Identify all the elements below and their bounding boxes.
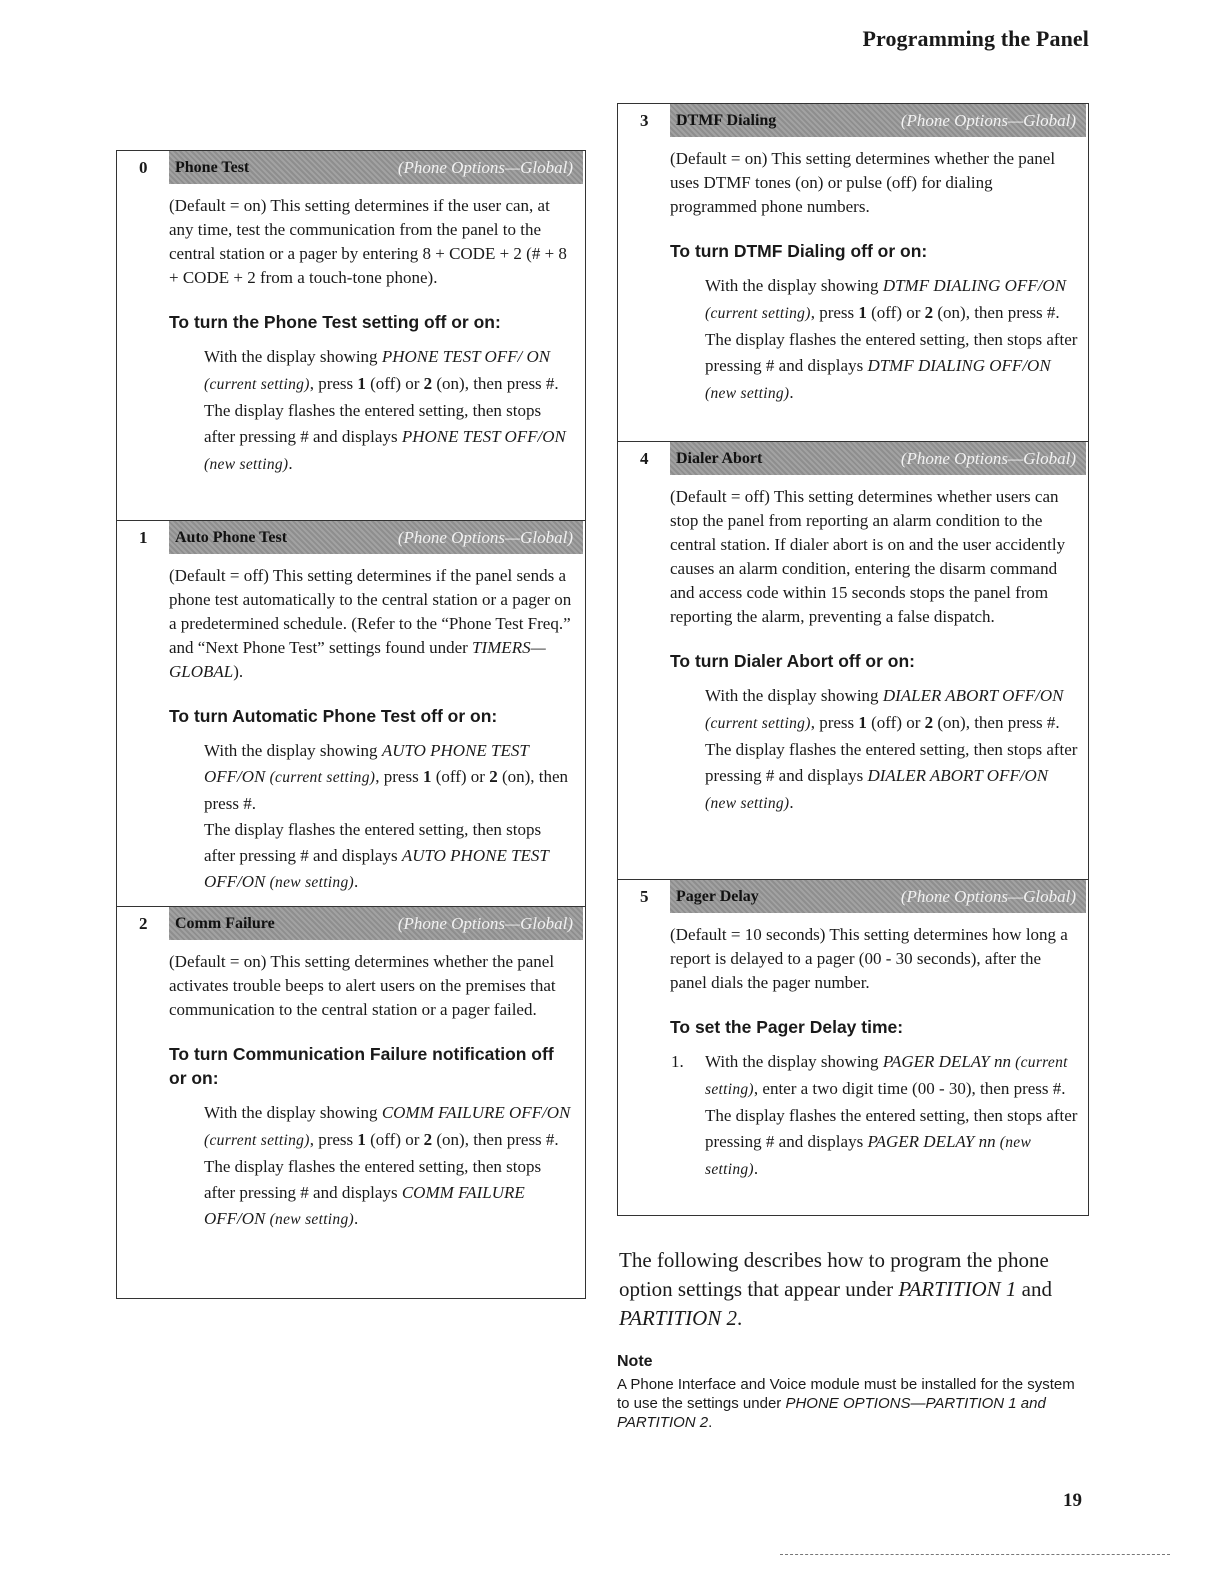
section-header: [117, 907, 585, 940]
procedure-heading: To turn Communication Failure notification off or on:: [169, 1044, 554, 1088]
section-auto-phone-test: [116, 520, 586, 906]
section-description: (Default = 10 seconds) This setting determines how long a report is delayed to a pager (00 - 30 seconds), after the panel dials the pager number.: [670, 925, 1068, 992]
procedure-steps: [670, 273, 1078, 407]
section-title: Comm Failure: [175, 914, 275, 932]
section-title: Auto Phone Test: [175, 528, 288, 546]
section-number: 2: [139, 913, 148, 933]
step-number: 1.: [671, 1052, 684, 1071]
section-title: Phone Test: [175, 158, 250, 176]
section-title: Pager Delay: [676, 887, 759, 905]
section-dtmf-dialing: [617, 103, 1089, 441]
procedure-steps: [670, 1049, 1078, 1183]
section-body: [618, 475, 1088, 879]
section-title-bar: [169, 907, 583, 940]
section-pager-delay: [617, 879, 1089, 1216]
section-description: (Default = off) This setting determines whether users can stop the panel from reporting an alarm condition to the central station. If dialer abort is on and the user accidently causes an alarm condition, entering the disarm command and access code within 15 seconds stops the panel from reporting the alarm, preventing a false dispatch.: [670, 487, 1066, 626]
left-column: [116, 150, 586, 1299]
section-title-bar: [670, 880, 1086, 913]
section-description: (Default = off) This setting determines if the panel sends a phone test automatically to the central station or a pager on a predetermined schedule. (Refer to the “Phone Test Freq.” and “Next Phone Test” settings found under TIMERS—GLOBAL).: [169, 566, 572, 681]
section-dialer-abort: [617, 441, 1089, 879]
section-title: Dialer Abort: [676, 449, 763, 467]
section-number: 5: [640, 886, 649, 906]
section-body: [117, 940, 585, 1298]
procedure-step: With the display showing COMM FAILURE OFF/ON (current setting), press 1 (off) or 2 (on), then press #.: [204, 1103, 571, 1149]
section-header: [117, 521, 585, 554]
section-subtitle: (Phone Options—Global): [397, 157, 573, 177]
section-description: (Default = on) This setting determines if the user can, at any time, test the communication from the panel to the central station or a pager by entering 8 + CODE + 2 (# + 8 + CODE + 2 from a touch-tone phone).: [169, 196, 567, 287]
procedure-steps: [169, 738, 575, 896]
procedure-result: The display flashes the entered setting, then stops after pressing # and displays COMM FAILURE OFF/ON (new setting).: [204, 1157, 542, 1228]
procedure-heading: To turn Automatic Phone Test off or on:: [169, 706, 498, 726]
note-title: Note: [617, 1353, 653, 1370]
note-text: A Phone Interface and Voice module must be installed for the system to use the settings under PHONE OPTIONS—PARTITION 1 and PARTITION 2.: [617, 1376, 1075, 1431]
section-phone-test: [116, 150, 586, 520]
procedure-step: 1. With the display showing PAGER DELAY nn (current setting), enter a two digit time (00 - 30), then press #.: [705, 1049, 1078, 1103]
procedure-step: With the display showing DTMF DIALING OFF/ON (current setting), press 1 (off) or 2 (on), then press #.: [705, 276, 1067, 322]
page-number: 19: [1063, 1490, 1082, 1511]
section-header: [117, 151, 585, 184]
section-subtitle: (Phone Options—Global): [900, 110, 1076, 130]
section-body: [618, 137, 1088, 441]
procedure-heading: To turn DTMF Dialing off or on:: [670, 241, 928, 261]
section-title-bar: [169, 151, 583, 184]
section-body: [618, 913, 1088, 1215]
procedure-heading: To set the Pager Delay time:: [670, 1017, 904, 1037]
section-title-bar: [670, 442, 1086, 475]
section-description: (Default = on) This setting determines whether the panel uses DTMF tones (on) or pulse (off) for dialing programmed phone numbers.: [670, 149, 1056, 216]
section-body: [117, 184, 585, 520]
section-title-bar: [169, 521, 583, 554]
section-header: [618, 442, 1088, 475]
section-title: DTMF Dialing: [676, 111, 777, 129]
procedure-step: With the display showing AUTO PHONE TEST OFF/ON (current setting), press 1 (off) or 2 (on), then press #.: [204, 741, 569, 813]
section-body: [117, 554, 585, 906]
procedure-result: The display flashes the entered setting, then stops after pressing # and displays AUTO PHONE TEST OFF/ON (new setting).: [204, 820, 549, 891]
section-title-bar: [670, 104, 1086, 137]
procedure-step: With the display showing PHONE TEST OFF/ ON (current setting), press 1 (off) or 2 (on), then press #.: [204, 347, 559, 393]
procedure-result: The display flashes the entered setting, then stops after pressing # and displays DIALER ABORT OFF/ON (new setting).: [705, 740, 1078, 812]
procedure-heading: To turn the Phone Test setting off or on:: [169, 312, 501, 332]
procedure-result: The display flashes the entered setting, then stops after pressing # and displays PHONE TEST OFF/ON (new setting).: [204, 401, 566, 473]
section-subtitle: (Phone Options—Global): [397, 913, 573, 933]
procedure-step: With the display showing DIALER ABORT OFF/ON (current setting), press 1 (off) or 2 (on), then press #.: [705, 686, 1064, 732]
section-number: 1: [139, 527, 148, 547]
section-number: 4: [640, 448, 649, 468]
footer-rule: [780, 1554, 1170, 1555]
procedure-steps: [670, 683, 1078, 817]
procedure-result: The display flashes the entered setting, then stops after pressing # and displays DTMF DIALING OFF/ON (new setting).: [705, 330, 1078, 402]
partition-intro-paragraph: The following describes how to program the phone option settings that appear under PARTITION 1 and PARTITION 2.: [619, 1248, 1052, 1330]
section-comm-failure: [116, 906, 586, 1299]
procedure-steps: [169, 344, 575, 478]
procedure-steps: [169, 1100, 575, 1233]
section-header: [618, 104, 1088, 137]
section-subtitle: (Phone Options—Global): [900, 448, 1076, 468]
section-description: (Default = on) This setting determines whether the panel activates trouble beeps to alert users on the premises that communication to the central station or a pager failed.: [169, 952, 556, 1019]
right-column: [617, 103, 1089, 1216]
section-subtitle: (Phone Options—Global): [397, 527, 573, 547]
section-subtitle: (Phone Options—Global): [900, 886, 1076, 906]
procedure-result: The display flashes the entered setting, then stops after pressing # and displays PAGER DELAY nn (new setting).: [705, 1106, 1078, 1178]
section-header: [618, 880, 1088, 913]
procedure-heading: To turn Dialer Abort off or on:: [670, 651, 915, 671]
section-number: 0: [139, 157, 148, 177]
note-block: [617, 1353, 1087, 1432]
page-header-title: Programming the Panel: [862, 26, 1089, 51]
section-number: 3: [640, 110, 649, 130]
